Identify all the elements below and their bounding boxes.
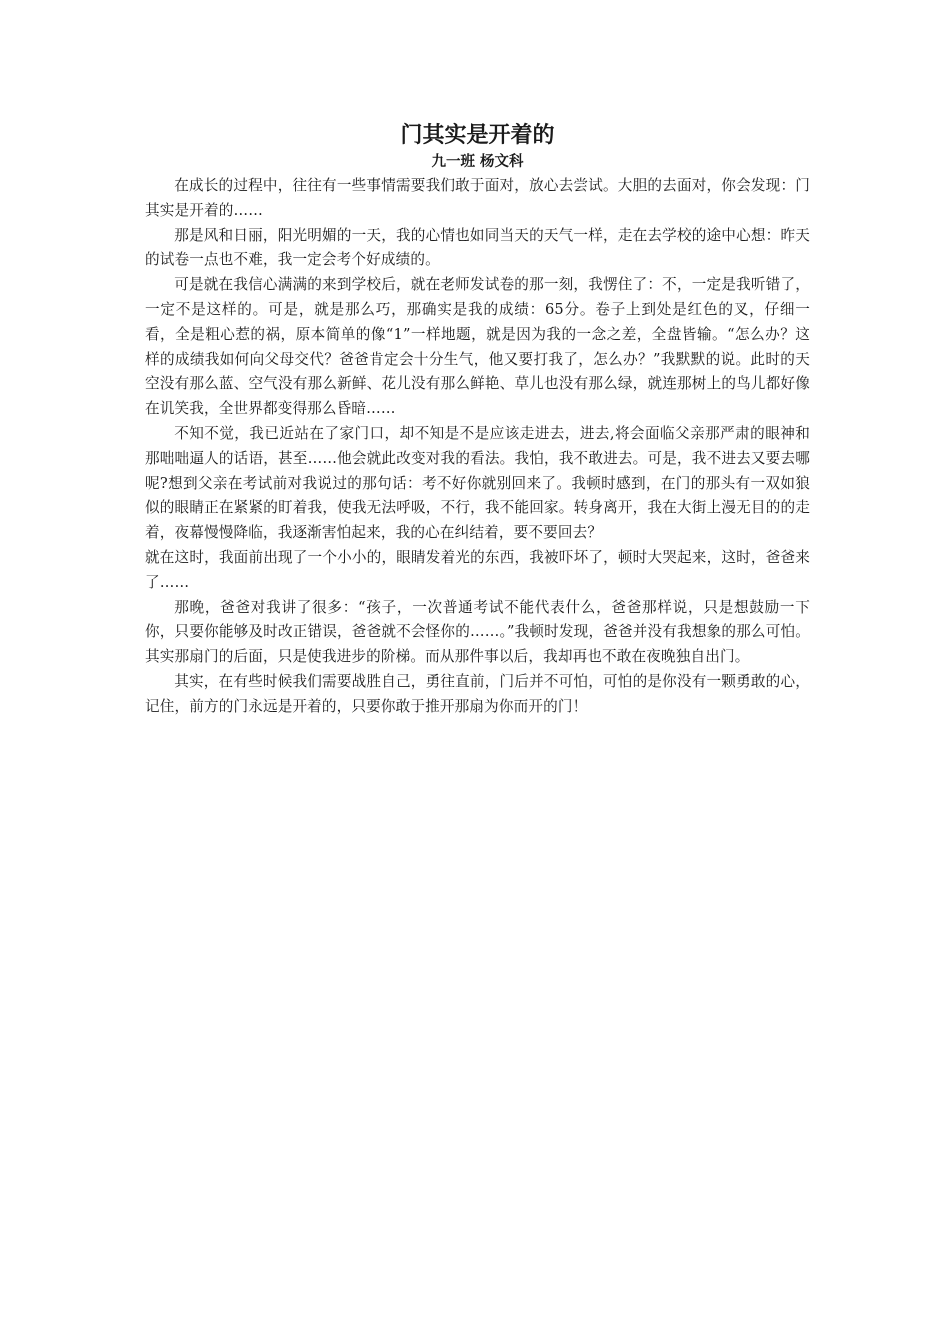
paragraph-4: 不知不觉，我已近站在了家门口，却不知是不是应该走进去，进去,将会面临父亲那严肃的眼神和那咄咄逼人的话语，甚至……他会就此改变对我的看法。我怕，我不敢进去。可是，我不进去又要去哪呢?想到父亲在考试前对我说过的那句话：考不好你就别回来了。我顿时感到，在门的那头有一双如狼似的眼睛正在紧紧的盯着我，使我无法呼吸，不行，我不能回家。转身离开，我在大街上漫无目的的走着，夜幕慢慢降临，我逐渐害怕起来，我的心在纠结着，要不要回去？ [145, 424, 810, 542]
paragraph-2: 那是风和日丽，阳光明媚的一天，我的心情也如同当天的天气一样，走在去学校的途中心想：昨天的试卷一点也不难，我一定会考个好成绩的。 [145, 226, 810, 269]
paragraph-3: 可是就在我信心满满的来到学校后，就在老师发试卷的那一刻，我愣住了：不，一定是我听错了，一定不是这样的。可是，就是那么巧，那确实是我的成绩：65分。卷子上到处是红色的叉，仔细一看，全是粗心惹的祸，原本简单的像“1”一样地题，就是因为我的一念之差，全盘皆输。“怎么办？这样的成绩我如何向父母交代？爸爸肯定会十分生气，他又要打我了，怎么办？”我默默的说。此时的天空没有那么蓝、空气没有那么新鲜、花儿没有那么鲜艳、草儿也没有那么绿，就连那树上的鸟儿都好像在讥笑我，全世界都变得那么昏暗…… [145, 276, 810, 418]
document-body [145, 174, 810, 720]
paragraph-5: 就在这时，我面前出现了一个小小的，眼睛发着光的东西，我被吓坏了，顿时大哭起来，这时，爸爸来了…… [145, 548, 810, 591]
paragraph-6: 那晚，爸爸对我讲了很多：“孩子，一次普通考试不能代表什么，爸爸那样说，只是想鼓励一下你，只要你能够及时改正错误，爸爸就不会怪你的……。”我顿时发现，爸爸并没有我想象的那么可怕。其实那扇门的后面，只是使我进步的阶梯。而从那件事以后，我却再也不敢在夜晚独自出门。 [145, 598, 810, 666]
paragraph-7: 其实，在有些时候我们需要战胜自己，勇往直前，门后并不可怕，可怕的是你没有一颗勇敢的心，记住，前方的门永远是开着的，只要你敢于推开那扇为你而开的门！ [145, 672, 810, 715]
document-title: 门其实是开着的 [400, 122, 555, 148]
paragraph-1: 在成长的过程中，往往有一些事情需要我们敢于面对，放心去尝试。大胆的去面对，你会发现：门其实是开着的…… [145, 177, 810, 219]
author-line: 九一班 杨文科 [431, 153, 524, 170]
document-page [145, 118, 810, 720]
